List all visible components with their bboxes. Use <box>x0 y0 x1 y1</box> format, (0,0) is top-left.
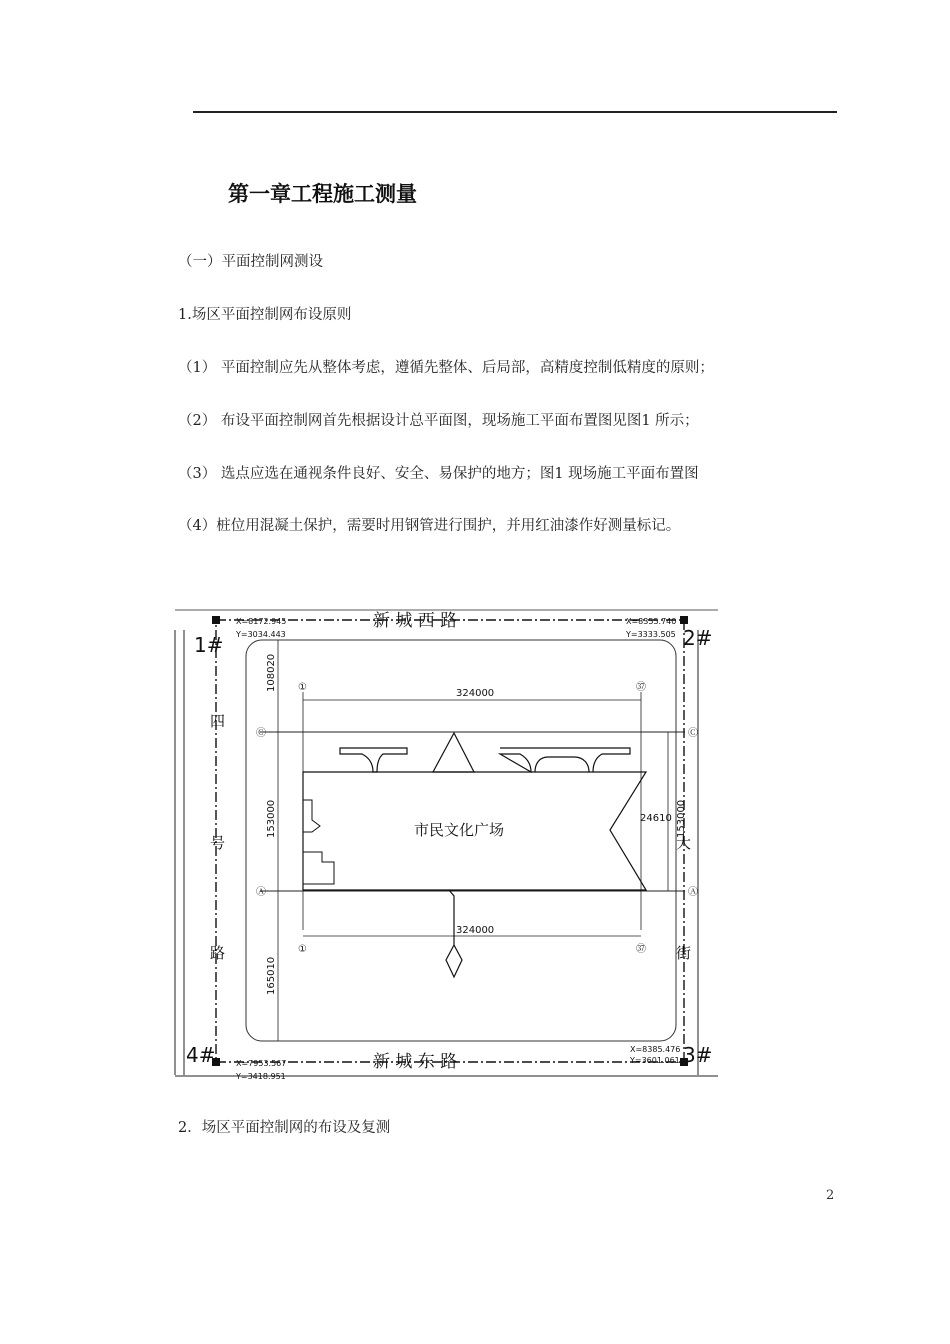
corner-1-y: Y=3034.443 <box>236 630 286 639</box>
entrance-canopy-right <box>500 748 630 772</box>
corner-marker-1 <box>212 616 220 624</box>
corner-4-y: Y=3418.951 <box>236 1072 286 1081</box>
grid-axis-vertical <box>303 692 641 930</box>
dim-left-upper: 108020 <box>266 653 277 692</box>
list-item: （4）桩位用混凝土保护，需要时用钢管进行围护，并用红油漆作好测量标记。 <box>178 518 681 534</box>
entrance-canopy-left <box>340 748 407 772</box>
dim-right-offset: 24610 <box>640 813 672 824</box>
axis-bubble-a-right: Ⓐ <box>688 887 698 898</box>
corner-2-y: Y=3333.505 <box>626 630 676 639</box>
dim-bottom-width: 324000 <box>456 925 495 936</box>
header-rule <box>193 111 837 113</box>
corner-label-2: 2# <box>683 626 713 650</box>
list-item: （2） 布设平面控制网首先根据设计总平面图，现场施工平面布置图见图1 所示； <box>178 413 699 429</box>
axis-bubble-37-bottom: ㊲ <box>636 944 646 955</box>
subsection-heading-2: 2．场区平面控制网的布设及复测 <box>178 1120 391 1136</box>
dim-left-lower: 165010 <box>266 956 277 995</box>
entrance-triangle <box>433 733 474 772</box>
road-name-left-2: 号 <box>210 834 226 852</box>
corner-4-x: X=7953.567 <box>236 1059 287 1068</box>
control-network-boundary <box>216 620 684 1062</box>
site-plan-figure <box>170 600 730 1085</box>
chapter-title: 第一章工程施工测量 <box>228 182 417 206</box>
corner-label-4: 4# <box>186 1043 216 1067</box>
road-name-bottom: 新 城 东 路 <box>373 1052 458 1072</box>
road-name-right-2: 街 <box>676 944 692 962</box>
plaza-wing-upper <box>303 800 320 832</box>
axis-bubble-1-top: ① <box>298 682 307 693</box>
axis-bubble-c-left: Ⓒ <box>256 728 266 739</box>
axis-bubble-c-right: Ⓒ <box>688 728 698 739</box>
axis-bubble-37-top: ㊲ <box>636 682 646 693</box>
corner-2-x: X=8355.740 <box>626 617 677 626</box>
corner-label-3: 3# <box>683 1043 713 1067</box>
corner-1-x: X=8172.945 <box>236 617 287 626</box>
road-name-left-3: 路 <box>210 944 226 962</box>
dim-left-middle: 153000 <box>266 799 277 838</box>
list-item: （1） 平面控制应先从整体考虑，遵循先整体、后局部，高精度控制低精度的原则； <box>178 360 714 376</box>
subsection-heading: 1.场区平面控制网布设原则 <box>178 307 352 323</box>
dim-right-middle: 153000 <box>676 799 687 838</box>
corner-label-1: 1# <box>194 633 224 657</box>
section-heading: （一）平面控制网测设 <box>178 254 323 270</box>
road-name-top: 新 城 西 路 <box>373 611 458 631</box>
corner-3-x: X=8385.476 <box>630 1045 681 1054</box>
axis-bubble-a-left: Ⓐ <box>256 887 266 898</box>
page-number: 2 <box>826 1188 835 1203</box>
corner-3-y: Y=3601.061 <box>630 1056 680 1065</box>
dim-top-width: 324000 <box>456 688 495 699</box>
list-item: （3） 选点应选在通视条件良好、安全、易保护的地方；图1 现场施工平面布置图 <box>178 466 699 482</box>
plaza-wing-lower <box>303 852 334 884</box>
corner-marker-2 <box>680 616 688 624</box>
road-edge-left <box>175 630 184 1075</box>
plaza-label: 市民文化广场 <box>414 821 505 839</box>
road-name-left-1: 四 <box>210 712 226 730</box>
axis-bubble-1-bottom: ① <box>298 944 307 955</box>
road-name-right-1: 大 <box>676 834 692 852</box>
